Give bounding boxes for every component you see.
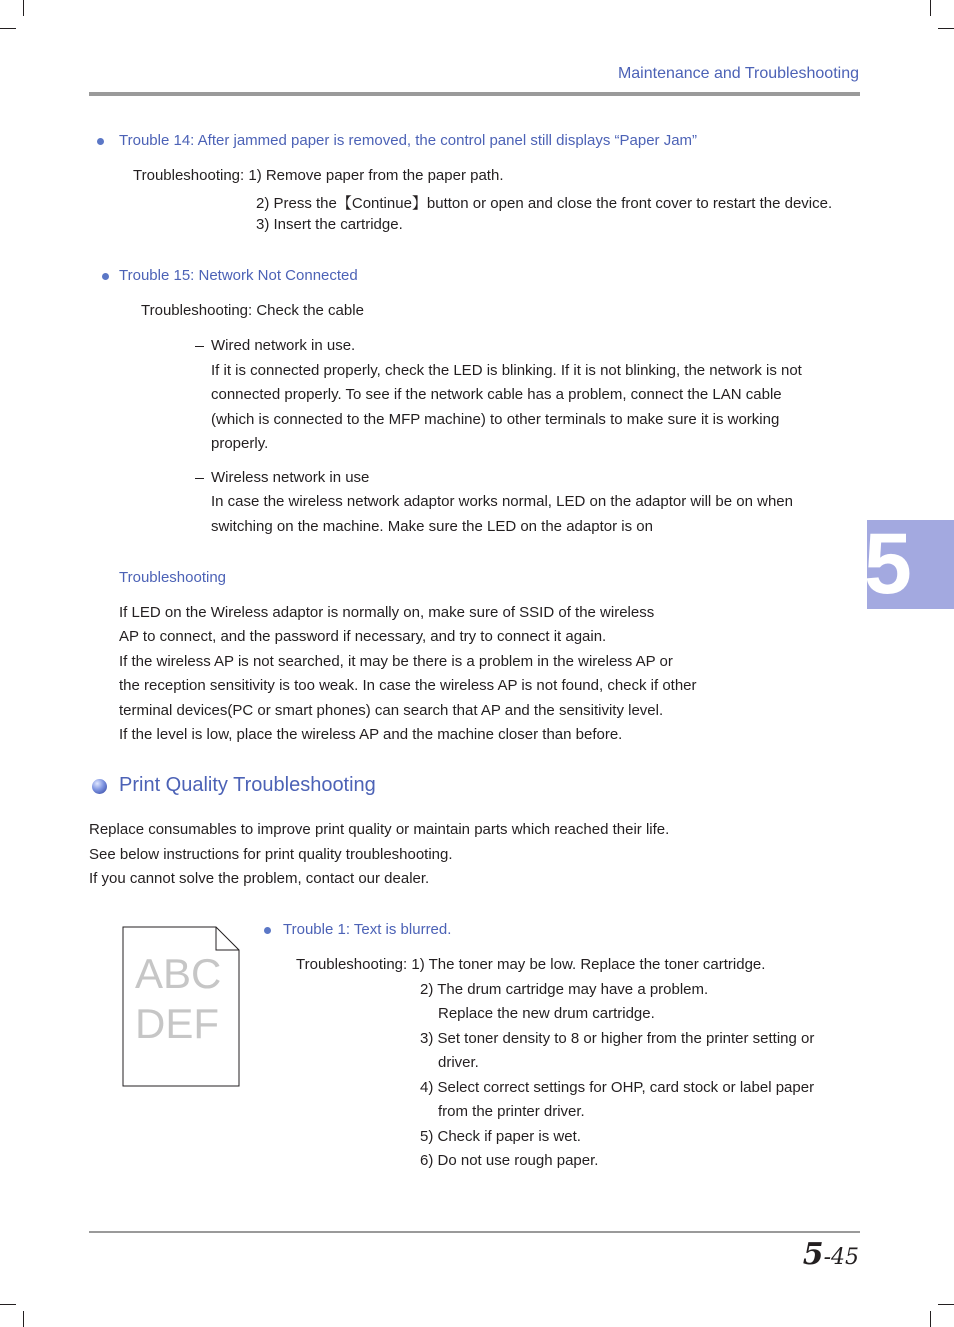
wireless-title: Wireless network in use (211, 469, 370, 486)
wired-title: Wired network in use. (211, 337, 356, 354)
page-separator: - (823, 1245, 831, 1270)
trouble14-heading: Trouble 14: After jammed paper is removed, the control panel still displays “Paper Jam” (119, 132, 698, 149)
trouble1-label: Troubleshooting: 1) The toner may be low. Replace the toner cartridge. (296, 956, 766, 973)
intro-line: See below instructions for print quality troubleshooting. (89, 846, 453, 863)
wireless-line: switching on the machine. Make sure the LED on the adaptor is on (211, 518, 653, 535)
sphere-bullet-icon (92, 779, 107, 794)
trouble1-step: 5) Check if paper is wet. (420, 1128, 581, 1145)
trouble1-step: driver. (438, 1054, 479, 1071)
crop-mark (938, 1304, 954, 1305)
crop-mark (930, 1311, 931, 1327)
bullet-icon (97, 138, 104, 145)
bullet-icon (264, 927, 271, 934)
intro-line: If you cannot solve the problem, contact our dealer. (89, 870, 430, 887)
trouble14-step2: 2) Press the【Continue】button or open and close the front cover to restart the device. (256, 195, 833, 212)
page-index: 45 (831, 1245, 859, 1270)
crop-mark (938, 28, 954, 29)
troubleshooting-line: If the level is low, place the wireless AP and the machine closer than before. (119, 726, 623, 743)
crop-mark (0, 1304, 16, 1305)
troubleshooting-line: If LED on the Wireless adaptor is normally on, make sure of SSID of the wireless (119, 604, 655, 621)
troubleshooting-subheading: Troubleshooting (119, 569, 227, 586)
trouble15-label: Troubleshooting: Check the cable (141, 302, 364, 319)
page-number (803, 1237, 859, 1272)
wired-line: properly. (211, 435, 269, 452)
footer-rule (89, 1231, 860, 1233)
trouble1-step: 2) The drum cartridge may have a problem. (420, 981, 709, 998)
troubleshooting-line: the reception sensitivity is too weak. In case the wireless AP is not found, check if other (119, 677, 697, 694)
wired-line: If it is connected properly, check the LED is blinking. If it is not blinking, the network is not (211, 362, 802, 379)
wired-line: connected properly. To see if the network cable has a problem, connect the LAN cable (211, 386, 782, 403)
trouble1-step: 6) Do not use rough paper. (420, 1152, 599, 1169)
bullet-icon (102, 273, 109, 280)
troubleshooting-line: terminal devices(PC or smart phones) can search that AP and the sensitivity level. (119, 702, 664, 719)
dash-icon (195, 478, 204, 479)
trouble14-label: Troubleshooting: 1) Remove paper from the paper path. (133, 167, 504, 184)
header-rule (89, 92, 860, 96)
icon-text-line1: ABC (135, 950, 222, 997)
troubleshooting-line: If the wireless AP is not searched, it may be there is a problem in the wireless AP or (119, 653, 673, 670)
wired-line: (which is connected to the MFP machine) to other terminals to make sure it is working (211, 411, 780, 428)
section-title: Print Quality Troubleshooting (119, 774, 376, 796)
trouble1-heading: Trouble 1: Text is blurred. (283, 921, 452, 938)
troubleshooting-line: AP to connect, and the password if necessary, and try to connect it again. (119, 628, 607, 645)
trouble1-step: 4) Select correct settings for OHP, card stock or label paper (420, 1079, 815, 1096)
page-chapter: 5 (802, 1237, 824, 1272)
crop-mark (0, 28, 16, 29)
crop-mark (23, 0, 24, 16)
dash-icon (195, 346, 204, 347)
blurred-document-icon (122, 926, 240, 1087)
crop-mark (23, 1311, 24, 1327)
header-title: Maintenance and Troubleshooting (617, 65, 859, 82)
trouble15-heading: Trouble 15: Network Not Connected (119, 267, 358, 284)
trouble14-step3: 3) Insert the cartridge. (256, 216, 403, 233)
trouble1-step: Replace the new drum cartridge. (438, 1005, 655, 1022)
chapter-tab-number: 5 (864, 516, 912, 612)
wireless-line: In case the wireless network adaptor works normal, LED on the adaptor will be on when (211, 493, 793, 510)
trouble1-step: 3) Set toner density to 8 or higher from the printer setting or (420, 1030, 815, 1047)
intro-line: Replace consumables to improve print quality or maintain parts which reached their life. (89, 821, 670, 838)
crop-mark (930, 0, 931, 16)
icon-text-line2: DEF (135, 1000, 219, 1047)
trouble1-step: from the printer driver. (438, 1103, 585, 1120)
